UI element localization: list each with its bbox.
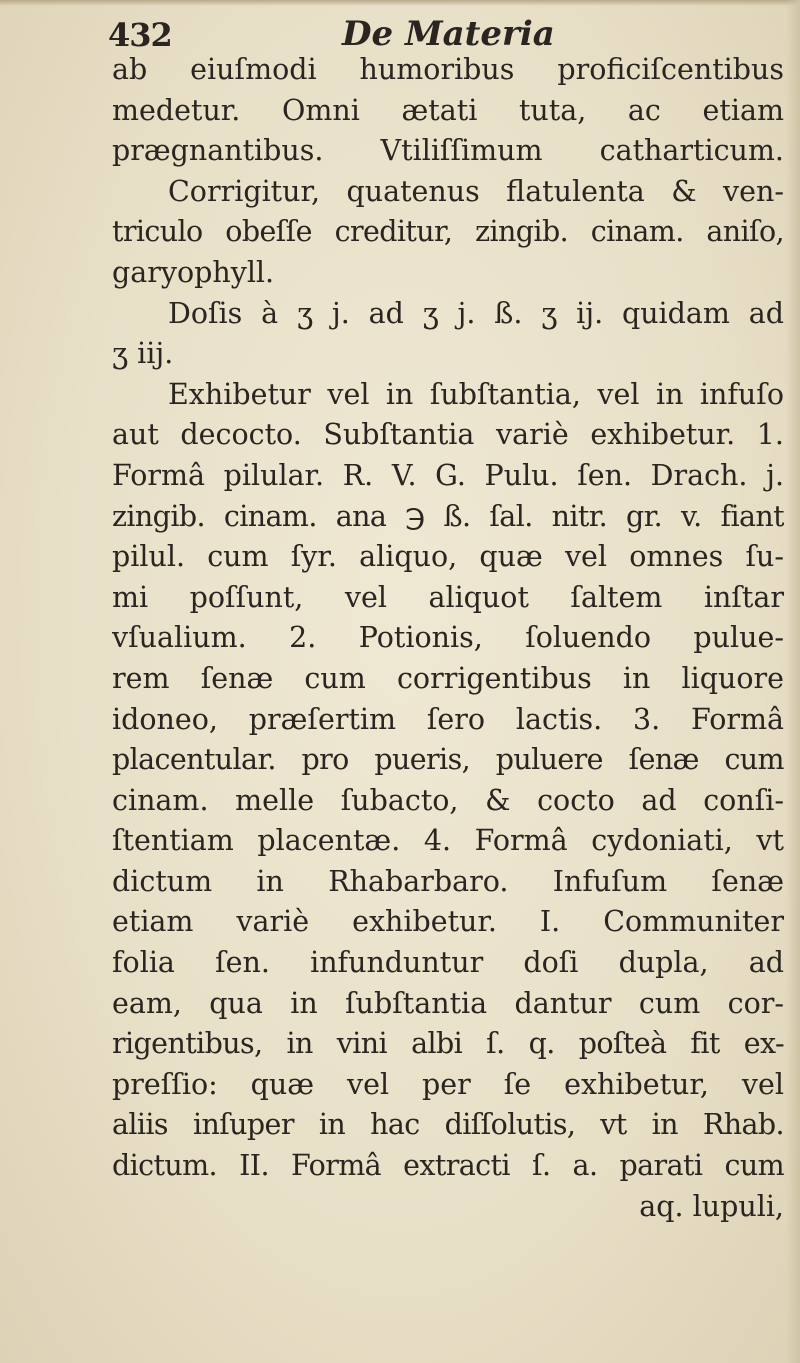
text-line-19: cinam. melle ſubacto, & cocto ad conſi- (112, 783, 784, 817)
text-line-21: dictum in Rhabarbaro. Infuſum ſenæ (112, 864, 784, 898)
text-line-18: placentular. pro pueris, puluere ſenæ cum (112, 743, 784, 777)
text-line-6: garyophyll. (112, 255, 275, 289)
text-line-7: Doſis à ʒ j. ad ʒ j. ß. ʒ ij. quidam ad (168, 296, 784, 330)
text-line-17: idoneo, præſertim ſero lactis. 3. Formâ (112, 702, 784, 736)
text-line-14: mi poſſunt, vel aliquot ſaltem inſtar (112, 580, 784, 614)
text-line-13: pilul. cum ſyr. aliquo, quæ vel omnes ſu- (112, 540, 784, 574)
text-line-10: aut decocto. Subſtantia variè exhibetur. 1. (112, 418, 784, 452)
text-line-16: rem ſenæ cum corrigentibus in liquore (112, 661, 784, 695)
catchword: aq. lupuli, (639, 1189, 784, 1223)
page-number: 432 (108, 16, 172, 54)
text-line-15: vſualium. 2. Potionis, ſoluendo pulue- (112, 621, 784, 655)
text-line-23: folia ſen. infunduntur doſi dupla, ad (112, 946, 784, 980)
text-line-9: Exhibetur vel in ſubſtantia, vel in infuſo (168, 377, 784, 411)
text-line-5: triculo obeſſe creditur, zingib. cinam. aniſo, (112, 215, 784, 249)
text-line-25: rigentibus, in vini albi ſ. q. poſteà fit ex- (112, 1027, 784, 1061)
text-line-22: etiam variè exhibetur. I. Communiter (112, 905, 784, 939)
text-line-4: Corrigitur, quatenus flatulenta & ven- (168, 174, 784, 208)
body-text (112, 50, 784, 1227)
text-line-1: ab eiuſmodi humoribus proficiſcentibus (112, 53, 784, 86)
text-line-27: aliis inſuper in hac diſſolutis, vt in Rhab. (112, 1108, 784, 1142)
running-head: De Materia (342, 14, 555, 54)
text-line-28: dictum. II. Formâ extracti ſ. a. parati cum (112, 1149, 784, 1183)
text-line-26: preſſio: quæ vel per ſe exhibetur, vel (112, 1067, 784, 1101)
text-line-24: eam, qua in ſubſtantia dantur cum cor- (112, 986, 784, 1020)
text-line-11: Formâ pilular. R. V. G. Pulu. ſen. Drach. j. (112, 458, 784, 492)
text-line-20: ſtentiam placentæ. 4. Formâ cydoniati, vt (112, 824, 784, 858)
text-line-2: medetur. Omni ætati tuta, ac etiam (112, 93, 784, 127)
text-line-12: zingib. cinam. ana ℈ ß. ſal. nitr. gr. v. fiant (112, 499, 784, 533)
page-top-edge-shadow (0, 0, 800, 6)
text-line-3: prægnantibus. Vtiliſſimum catharticum. (112, 134, 784, 168)
page-gutter-shadow (786, 0, 800, 1363)
text-line-8: ʒ iij. (112, 337, 174, 371)
